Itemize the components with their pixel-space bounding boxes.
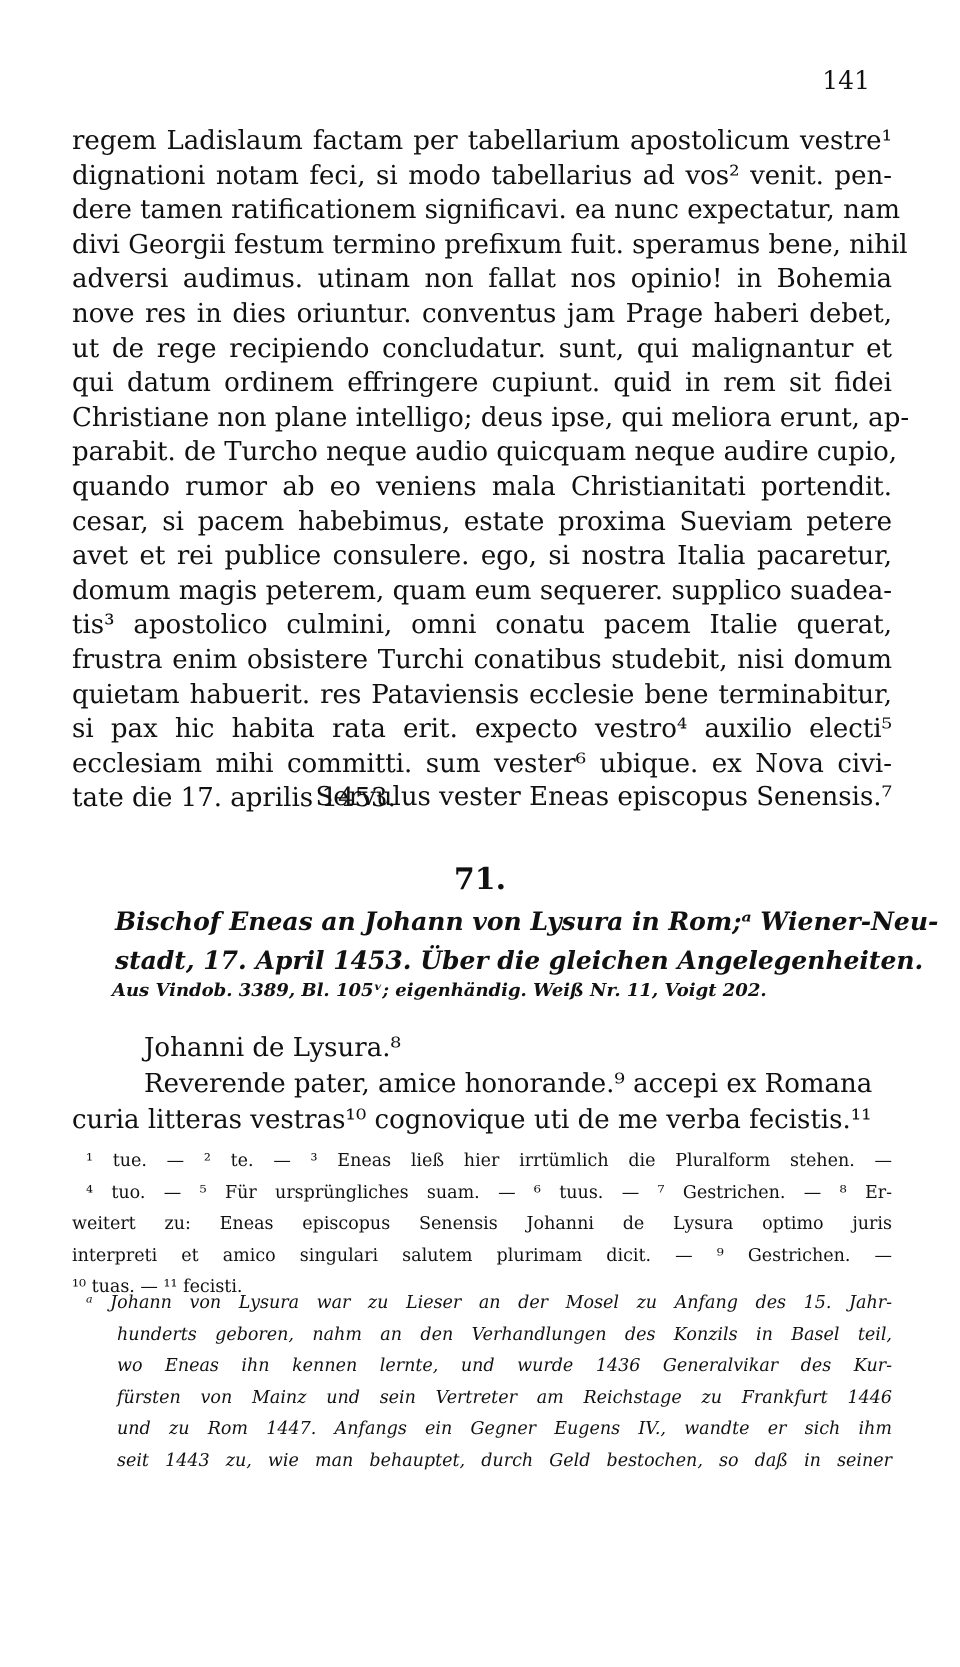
text-line: domum magis peterem, quam eum sequerer. supplico suadea- — [72, 575, 892, 606]
letter-71-body — [72, 1030, 892, 1138]
note-line: fürsten von Mainz und sein Vertreter am Reichstage zu Frankfurt 1446 — [117, 1387, 892, 1408]
footnote-line: ⁴ tuo. — ⁵ Für ursprüngliches suam. — ⁶ tuus. — ⁷ Gestrichen. — ⁸ Er- — [86, 1182, 892, 1203]
letter-70-body — [72, 124, 910, 816]
heading-line: stadt, 17. April 1453. Über die gleichen Angelegenheiten. — [115, 946, 924, 975]
text-line: nove res in dies oriuntur. conventus jam Prage haberi debet, — [72, 298, 892, 329]
text-line: tate die 17. aprilis 1453. — [72, 783, 396, 814]
source-reference: Aus Vindob. 3389, Bl. 105ᵛ; eigenhändig. Weiß Nr. 11, Voigt 202. — [112, 980, 767, 1001]
text-line: Christiane non plane intelligo; deus ipse, qui meliora erunt, ap- — [72, 402, 910, 433]
footnote-line: ¹⁰ tuas. — ¹¹ fecisti. — [72, 1277, 243, 1297]
text-line: divi Georgii festum termino prefixum fuit. speramus bene, nihil — [72, 229, 908, 260]
footnote-line: interpreti et amico singulari salutem plurimam dicit. — ⁹ Gestrichen. — — [72, 1245, 892, 1266]
letter-heading — [115, 902, 939, 980]
editorial-notes — [72, 1288, 892, 1477]
text-line: ecclesiam mihi committi. sum vester⁶ ubique. ex Nova civi- — [72, 748, 892, 779]
text-line: Reverende pater, amice honorande.⁹ accepi ex Romana — [144, 1069, 873, 1099]
text-line: cesar, si pacem habebimus, estate proxima Sueviam petere — [72, 506, 892, 537]
note-line: seit 1443 zu, wie man behauptet, durch Geld bestochen, so daß in seiner — [117, 1450, 892, 1471]
text-line: frustra enim obsistere Turchi conatibus studebit, nisi domum — [72, 644, 892, 675]
text-line: ut de rege recipiendo concludatur. sunt, qui malignantur et — [72, 333, 892, 364]
text-line: parabit. de Turcho neque audio quicquam neque audire cupio, — [72, 437, 898, 468]
note-line: ᵃ Johann von Lysura war zu Lieser an der Mosel zu Anfang des 15. Jahr- — [86, 1293, 892, 1313]
note-line: hunderts geboren, nahm an den Verhandlungen des Konzils in Basel teil, — [117, 1324, 892, 1345]
signature: Servulus vester Eneas episcopus Senensis.⁷ — [315, 782, 892, 812]
letter-number: 71. — [453, 862, 507, 897]
text-line: tis³ apostolico culmini, omni conatu pacem Italie querat, — [72, 610, 892, 641]
footnote-line: ¹ tue. — ² te. — ³ Eneas ließ hier irrtümlich die Pluralform stehen. — — [86, 1151, 892, 1171]
text-line: dignationi notam feci, si modo tabellarius ad vos² venit. pen- — [72, 160, 892, 191]
text-line: regem Ladislaum factam per tabellarium apostolicum vestre¹ — [72, 126, 892, 156]
text-line: adversi audimus. utinam non fallat nos opinio! in Bohemia — [72, 264, 892, 295]
text-line: qui datum ordinem effringere cupiunt. quid in rem sit fidei — [72, 368, 892, 399]
footnote-line: weitert zu: Eneas episcopus Senensis Johanni de Lysura optimo juris — [72, 1214, 892, 1234]
page-number: 141 — [822, 66, 870, 95]
text-line: curia litteras vestras¹⁰ cognovique uti de me verba fecistis.¹¹ — [72, 1105, 872, 1135]
salutation: Johanni de Lysura.⁸ — [144, 1033, 401, 1063]
text-line: quando rumor ab eo veniens mala Christianitati portendit. — [72, 471, 892, 502]
footnotes — [72, 1146, 892, 1304]
text-line: dere tamen ratificationem significavi. ea nunc expectatur, nam — [72, 195, 900, 226]
note-line: und zu Rom 1447. Anfangs ein Gegner Eugens IV., wandte er sich ihm — [117, 1419, 892, 1439]
text-line: avet et rei publice consulere. ego, si nostra Italia pacaretur, — [72, 541, 892, 572]
text-line: quietam habuerit. res Pataviensis ecclesie bene terminabitur, — [72, 679, 892, 710]
heading-line: Bischof Eneas an Johann von Lysura in Rom;ᵃ Wiener-Neu- — [115, 907, 939, 936]
text-line: si pax hic habita rata erit. expecto vestro⁴ auxilio electi⁵ — [72, 714, 892, 745]
note-line: wo Eneas ihn kennen lernte, und wurde 1436 Generalvikar des Kur- — [117, 1356, 892, 1376]
